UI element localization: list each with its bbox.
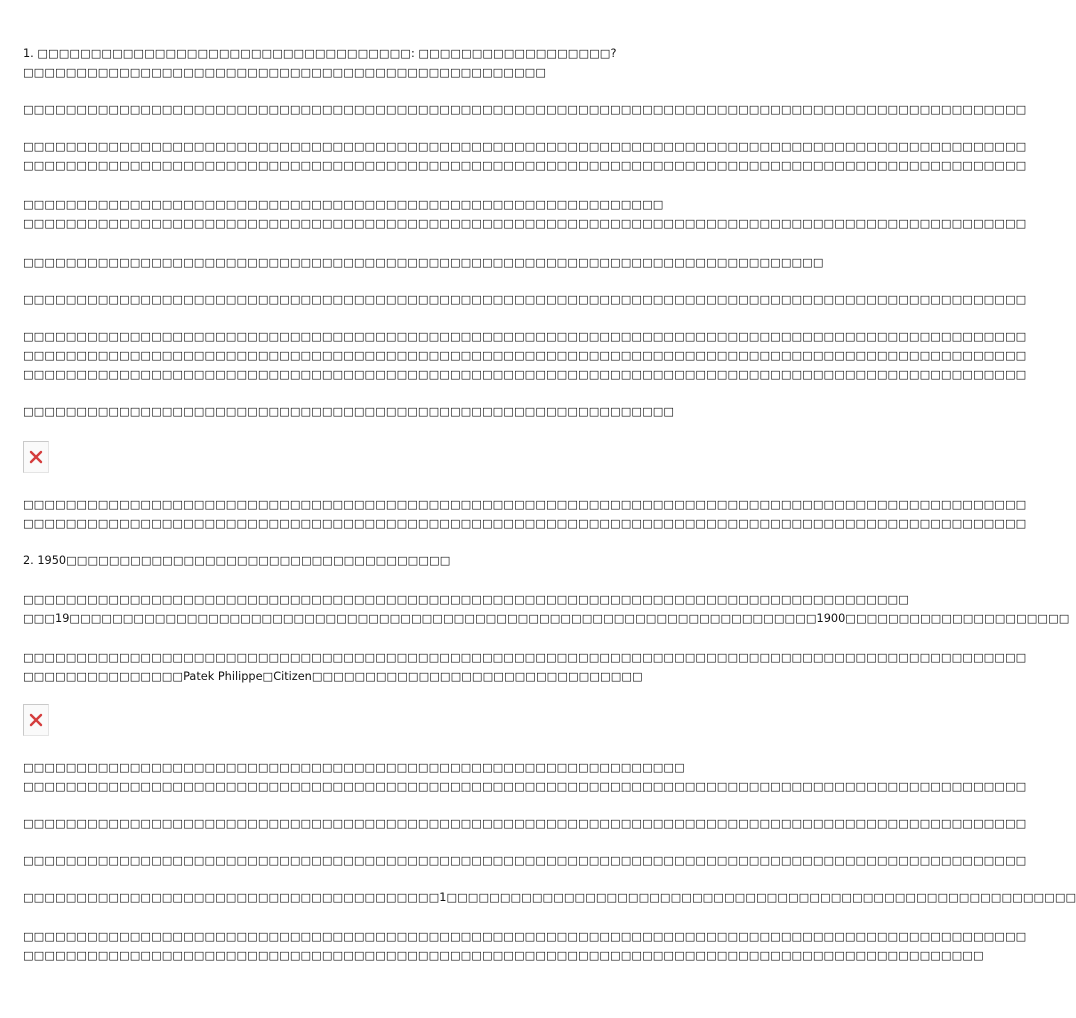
paragraph-line: □□□□□□□□□□□□□□□□□□□□□□□□□□□□□□□□□□□□□□□□□□□□□□□□□□□□□□□□□□□□□□□□□□□□□□□□□□□□□□□□□□□□□□□□□□□□□□ [23,780,1027,793]
broken-image-icon [23,441,49,473]
paragraph-line: □□□□□□□□□□□□□□□□□□□□□□□□□□□□□□□□□□□□□□□□□□□□□□□□□□□□□□□□□□□□□□□□□□□□□□□□□□□□□□□□□□□□□□□□□□ [23,949,984,962]
paragraph-line: □□□□□□□□□□□□□□□□□□□□□□□□□□□□□□□□□□□□□□□□□□□□□□□□□ [23,66,547,79]
paragraph-line: □□□□□□□□□□□□□□□□□□□□□□□□□□□□□□□□□□□□□□□□□□□□□□□□□□□□□□□□□□□□□□□□□□□□□□□□□□□□□□□□□□□□□□□□□□□□□□ [23,349,1027,362]
section-heading-1: 1. □□□□□□□□□□□□□□□□□□□□□□□□□□□□□□□□□□□: □□□□□□□□□□□□□□□□□□? [23,47,617,60]
paragraph-line: □□□□□□□□□□□□□□□□□□□□□□□□□□□□□□□□□□□□□□□□□□□□□□□□□□□□□□□□□□□□□ [23,405,675,418]
paragraph-line: □□□□□□□□□□□□□□□□□□□□□□□□□□□□□□□□□□□□□□□□□□□□□□□□□□□□□□□□□□□□□□□□□□□□□□□□□□□□□□□□□□□□□□□□□□□□□□ [23,217,1027,230]
broken-image-icon [23,704,49,736]
section-heading-2: 2. 1950□□□□□□□□□□□□□□□□□□□□□□□□□□□□□□□□□□□□ [23,554,451,567]
paragraph-line: □□□□□□□□□□□□□□□□□□□□□□□□□□□□□□□□□□□□□□□□□□□□□□□□□□□□□□□□□□□□□□□□□□□□□□□□□□□□□□□□□□□□□□□□□□□□□□ [23,498,1027,511]
paragraph-line: □□□□□□□□□□□□□□□Patek Philippe□Citizen□□□□□□□□□□□□□□□□□□□□□□□□□□□□□□□ [23,670,643,683]
paragraph-line: □□□□□□□□□□□□□□□□□□□□□□□□□□□□□□□□□□□□□□□□□□□□□□□□□□□□□□□□□□□□□□□□□□□□□□□□□□□□□□□□□□□□□□□□□□□□□□ [23,517,1027,530]
paragraph-line: □□□□□□□□□□□□□□□□□□□□□□□□□□□□□□□□□□□□□□□□□□□□□□□□□□□□□□□□□□□□□□□□□□□□□□□□□□□□□□□□□□□□□□□□□□□□□□ [23,159,1027,172]
paragraph-line: □□□□□□□□□□□□□□□□□□□□□□□□□□□□□□□□□□□□□□□□□□□□□□□□□□□□□□□□□□□□□□□□□□□□□□□□□□□□□□□□□□□□□□□□□□□□□□ [23,330,1027,343]
paragraph-line: □□□□□□□□□□□□□□□□□□□□□□□□□□□□□□□□□□□□□□□□□□□□□□□□□□□□□□□□□□□□□□ [23,761,685,774]
paragraph-line: □□□□□□□□□□□□□□□□□□□□□□□□□□□□□□□□□□□□□□□□□□□□□□□□□□□□□□□□□□□□□□□□□□□□□□□□□□□□□□□□□□□□□□□□□□□□□□ [23,368,1027,381]
paragraph-line: □□□□□□□□□□□□□□□□□□□□□□□□□□□□□□□□□□□□□□□1□□□□□□□□□□□□□□□□□□□□□□□□□□□□□□□□□□□□□□□□□□□□□□□□□□□□□□□□□□□ [23,891,1076,904]
image-error-x-icon [28,712,44,728]
paragraph-line: □□□□□□□□□□□□□□□□□□□□□□□□□□□□□□□□□□□□□□□□□□□□□□□□□□□□□□□□□□□□□□□□□□□□□□□□□□□□□□□□□□□□□□□□□□□□□□ [23,817,1027,830]
paragraph-line: □□□□□□□□□□□□□□□□□□□□□□□□□□□□□□□□□□□□□□□□□□□□□□□□□□□□□□□□□□□□□□□□□□□□□□□□□□□□□□□□□□□□□□□□□□□□□□ [23,140,1027,153]
paragraph-line: □□□□□□□□□□□□□□□□□□□□□□□□□□□□□□□□□□□□□□□□□□□□□□□□□□□□□□□□□□□□□□□□□□□□□□□□□□□ [23,256,824,269]
paragraph-line: □□□19□□□□□□□□□□□□□□□□□□□□□□□□□□□□□□□□□□□□□□□□□□□□□□□□□□□□□□□□□□□□□□□□□□□□□□1900□□□□□□□□□□□□□□□□□□□□□ [23,612,1070,625]
paragraph-line: □□□□□□□□□□□□□□□□□□□□□□□□□□□□□□□□□□□□□□□□□□□□□□□□□□□□□□□□□□□□ [23,198,664,211]
paragraph-line: □□□□□□□□□□□□□□□□□□□□□□□□□□□□□□□□□□□□□□□□□□□□□□□□□□□□□□□□□□□□□□□□□□□□□□□□□□□□□□□□□□□ [23,593,909,606]
paragraph-line: □□□□□□□□□□□□□□□□□□□□□□□□□□□□□□□□□□□□□□□□□□□□□□□□□□□□□□□□□□□□□□□□□□□□□□□□□□□□□□□□□□□□□□□□□□□□□□ [23,651,1027,664]
paragraph-line: □□□□□□□□□□□□□□□□□□□□□□□□□□□□□□□□□□□□□□□□□□□□□□□□□□□□□□□□□□□□□□□□□□□□□□□□□□□□□□□□□□□□□□□□□□□□□□ [23,930,1027,943]
paragraph-line: □□□□□□□□□□□□□□□□□□□□□□□□□□□□□□□□□□□□□□□□□□□□□□□□□□□□□□□□□□□□□□□□□□□□□□□□□□□□□□□□□□□□□□□□□□□□□□ [23,293,1027,306]
image-error-x-icon [28,449,44,465]
paragraph-line: □□□□□□□□□□□□□□□□□□□□□□□□□□□□□□□□□□□□□□□□□□□□□□□□□□□□□□□□□□□□□□□□□□□□□□□□□□□□□□□□□□□□□□□□□□□□□□ [23,103,1027,116]
paragraph-line: □□□□□□□□□□□□□□□□□□□□□□□□□□□□□□□□□□□□□□□□□□□□□□□□□□□□□□□□□□□□□□□□□□□□□□□□□□□□□□□□□□□□□□□□□□□□□□ [23,854,1027,867]
